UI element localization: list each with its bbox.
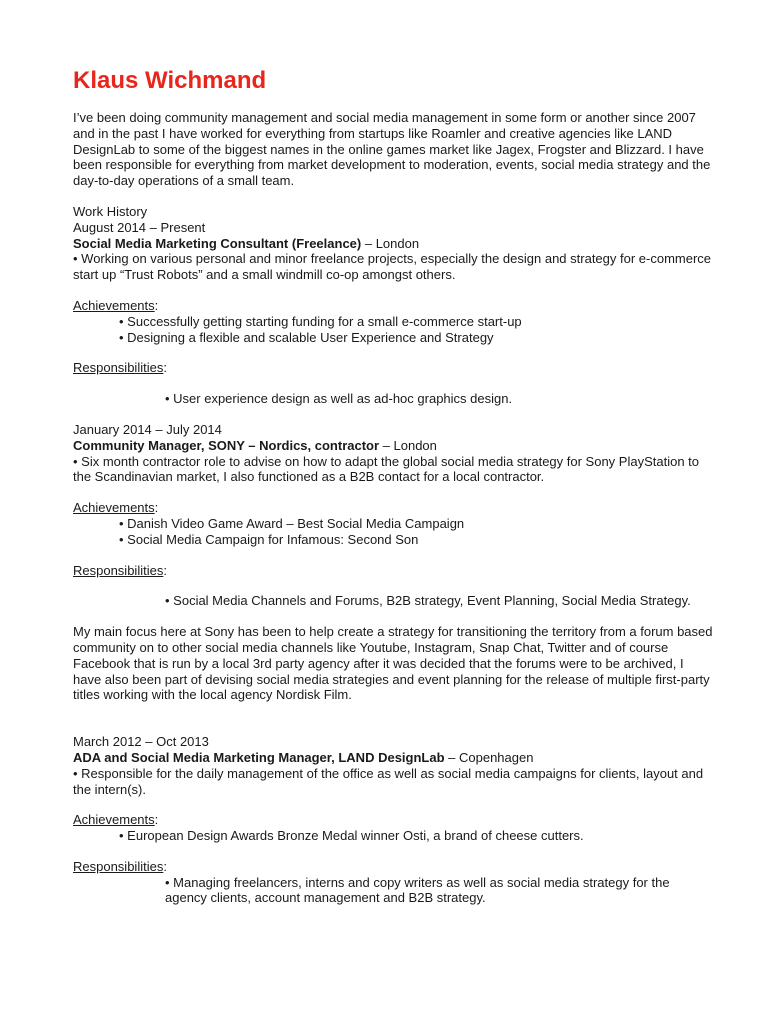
job-title-line (73, 750, 713, 766)
responsibilities-label: Responsibilities (73, 360, 164, 376)
job-entry (73, 422, 713, 734)
achievements-heading (73, 298, 713, 314)
achievements-label: Achievements (73, 500, 155, 516)
job-title-line (73, 236, 713, 252)
spacer (73, 485, 713, 500)
spacer (73, 407, 713, 422)
achievements-label: Achievements (73, 297, 155, 313)
spacer (73, 345, 713, 360)
achievement-item: • European Design Awards Bronze Medal winner Osti, a brand of cheese cutters. (119, 828, 584, 844)
spacer (73, 703, 713, 734)
responsibilities-heading (73, 563, 713, 579)
achievements-heading (73, 500, 713, 516)
job-location: – Copenhagen (444, 749, 534, 765)
job-location: – London (361, 235, 420, 251)
responsibilities-label: Responsibilities (73, 562, 164, 578)
job-summary: • Working on various personal and minor freelance projects, especially the design and strategy for e-commerce start up “Trust Robots” and a small windmill co-op amongst others. (73, 251, 712, 283)
job-entry (73, 220, 713, 422)
spacer (73, 376, 713, 391)
colon: : (154, 812, 159, 828)
job-dates: August 2014 – Present (73, 219, 206, 235)
achievement-item: • Successfully getting starting funding for a small e-commerce start-up (119, 313, 522, 329)
achievement-item: • Social Media Campaign for Infamous: Second Son (119, 531, 419, 547)
achievements-label: Achievements (73, 812, 155, 828)
job-title: Social Media Marketing Consultant (Freelance) (73, 235, 362, 251)
job-dates: January 2014 – July 2014 (73, 421, 222, 437)
achievement-item: • Danish Video Game Award – Best Social Media Campaign (119, 515, 465, 531)
job-title: ADA and Social Media Marketing Manager, LAND DesignLab (73, 749, 445, 765)
spacer (73, 797, 713, 812)
colon: : (163, 360, 167, 376)
spacer (73, 283, 713, 298)
responsibility-item: • User experience design as well as ad-hoc graphics design. (165, 391, 513, 407)
responsibilities-heading (73, 859, 713, 875)
job-extra-paragraph: My main focus here at Sony has been to help create a strategy for transitioning the territory from a forum based community on to other social media channels like Youtube, Instagram, Snap Chat, Twitter and of course Facebook that is run by a local 3rd party agency after it was decided that the forums were to be archived, I have also been part of devising social media strategies and event planning for the release of multiple first-party titles working with the local agency Nordisk Film. (73, 624, 713, 703)
candidate-name: Klaus Wichmand (73, 67, 267, 94)
colon: : (154, 297, 159, 313)
responsibility-item: • Managing freelancers, interns and copy writers as well as social media strategy for the agency clients, account management and B2B strategy. (165, 874, 670, 906)
job-summary: • Responsible for the daily management of the office as well as social media campaigns for clients, layout and the intern(s). (73, 765, 704, 797)
job-title-line (73, 438, 713, 454)
responsibilities-heading (73, 360, 713, 376)
colon: : (154, 500, 159, 516)
colon: : (163, 562, 167, 578)
responsibility-item: • Social Media Channels and Forums, B2B strategy, Event Planning, Social Media Strategy. (165, 593, 691, 609)
spacer (73, 578, 713, 593)
spacer (73, 844, 713, 859)
achievement-item: • Designing a flexible and scalable User Experience and Strategy (119, 329, 494, 345)
job-dates: March 2012 – Oct 2013 (73, 734, 209, 750)
job-location: – London (379, 437, 437, 453)
spacer (73, 189, 713, 204)
job-entry (73, 734, 713, 906)
responsibilities-label: Responsibilities (73, 858, 164, 874)
intro-paragraph: I’ve been doing community management and social media management in some form or another since 2007 and in the past I have worked for everything from startups like Roamler and creative agencies like LAND DesignLab to some of the biggest names in the online games market like Jagex, Frogster and Blizzard. I have been responsible for everything from market development to moderation, events, social media strategy and the day-to-day operations of a small team. (73, 110, 711, 189)
colon: : (163, 858, 167, 874)
spacer (73, 609, 713, 624)
resume-page (73, 66, 713, 906)
spacer (73, 548, 713, 563)
work-history-heading: Work History (73, 203, 148, 219)
job-summary: • Six month contractor role to advise on how to adapt the global social media strategy for Sony PlayStation to the Scandinavian market, I also functioned as a B2B contact for a local contractor. (73, 453, 700, 485)
job-title: Community Manager, SONY – Nordics, contractor (73, 437, 380, 453)
achievements-heading (73, 812, 713, 828)
